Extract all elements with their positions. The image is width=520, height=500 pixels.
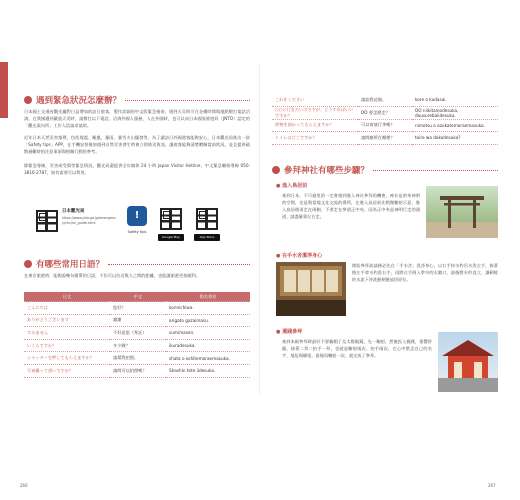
paragraph: 近年日本天然災害頻傳，包括地震、颱風、暴雨、暴雪火山爆發等，為了讓訪日外國遊客能夠安心，日本觀光局推出一款「Safety tips」APP，在手機安裝後如遇到自然災害發生時會立即推送資訊，讓遊客能夠清楚瞭解當前狀況，並且提供疏散避難時的注意事項與相關行動的參考。 xyxy=(24,135,250,154)
cell-chinese: 不好意思（拜託） xyxy=(110,327,166,340)
section-heading-emergency xyxy=(24,94,250,106)
section-title: 遇到緊急狀況怎麼辦？ xyxy=(36,96,122,106)
cell-chinese: 請問可以拍照嗎？ xyxy=(110,364,166,377)
phrase-table-continued xyxy=(272,94,498,145)
heading-rule xyxy=(108,264,250,265)
table-row xyxy=(272,94,498,106)
column-header: 中文 xyxy=(110,292,166,302)
phrase-table xyxy=(24,292,250,378)
app-name: Safety tips xyxy=(127,230,147,234)
shrine-photo xyxy=(438,332,498,392)
step-bullet-icon: ● xyxy=(276,253,283,259)
app-tile xyxy=(124,206,150,240)
column-header: 日文 xyxy=(24,292,110,302)
cell-romaji: Shashin tote iidesuka. xyxy=(166,364,250,377)
cell-japanese: ○○に行きたいのですが、どうすればいいですか？ xyxy=(272,106,358,119)
paragraph: 開始參拜前請務必先在「手水舍」洗淨身心，以右手持水杓舀水洗左手，接著換左手拿水杓洗右手，再將右手倒入掌中的水漱口，最後將水杓直立，讓剩餘的水流下沖洗握柄後放回原位。 xyxy=(352,263,498,282)
column-header: 假名發音 xyxy=(166,292,250,302)
qr-code-icon xyxy=(36,210,58,232)
cell-romaji: nimotsu o azukatemoraemasuka. xyxy=(412,119,498,132)
google-play-badge[interactable]: Google Play xyxy=(158,234,184,241)
section-heading-phrases xyxy=(24,258,250,270)
table-row xyxy=(24,364,250,377)
section-heading-shrine xyxy=(272,164,498,176)
cell-romaji: arigato gozaimasu. xyxy=(166,314,250,327)
cell-romaji: OO niikitainodesuka, dousurebaiidesuka. xyxy=(412,106,498,119)
app-store-badge[interactable]: App Store xyxy=(194,234,220,241)
table-row xyxy=(24,302,250,315)
cell-chinese: 請給我這個。 xyxy=(358,94,412,106)
cell-japanese: こんにちは xyxy=(24,302,110,315)
cell-romaji: sumimasen. xyxy=(166,327,250,340)
step-title: ● 遵踐參拜 xyxy=(276,329,303,335)
paragraph: 來到本殿參拜時最好不要戴帽子及太陽眼鏡，先一鞠躬，然後投入賽錢，搖響鈴鐺，接著二拜二拍手一拜，也就是鞠躬兩次、拍手兩次，在心中默念自己的名字、地址與願望，最後再鞠躬一次，就完成了參拜。 xyxy=(282,339,432,358)
chapter-tab xyxy=(0,62,8,118)
shrine-building-icon xyxy=(438,332,498,392)
heading-rule xyxy=(125,100,250,101)
step-bullet-icon: ● xyxy=(276,329,283,335)
cell-chinese: 請問廁所在哪裡？ xyxy=(358,132,412,145)
cell-japanese: すみません xyxy=(24,327,110,340)
step-title: ● 進入鳥居前 xyxy=(276,183,308,189)
paragraph: 除緊急專線，災害或受傷等緊急情況，觀光局還提供全年無休 24 小時 Japan Visitor Hotline，中文緊急聯絡專線 050-3816-2787，如有需要可以利用。 xyxy=(24,163,250,175)
step-bullet-icon: ● xyxy=(276,183,283,189)
paragraph: 日本國土交通省觀光廳對日益增加的訪日旅客，製作詳細的中文版緊急指南，遇到天災時可在各種時間與地點撥打電話洽詢，在我國遭到嚴重天災時，請撥打以下電話，洽詢外國人服務，人在外國時，也可以向日本國家旅遊局（JNTO）認定的「觀光案內所」工作人員請求協助。 xyxy=(24,109,250,128)
cell-romaji: shata o oshitemoraemasuka. xyxy=(166,352,250,365)
table-header-row xyxy=(24,292,250,302)
table-row xyxy=(24,327,250,340)
agency-url[interactable]: https://www.jnto.go.jp/emergency/chc/mi_guide.html xyxy=(62,216,116,225)
section-title: 有哪些常用日語？ xyxy=(36,260,105,270)
qr-code-icon xyxy=(196,208,218,230)
cell-chinese: 謝謝 xyxy=(110,314,166,327)
torii-photo xyxy=(426,186,498,238)
section-title: 參拜神社有哪些步驟？ xyxy=(284,166,370,176)
cell-japanese: ありがとうございます xyxy=(24,314,110,327)
agency-info-box xyxy=(36,208,122,238)
cell-chinese: 請幫我拍照。 xyxy=(110,352,166,365)
right-page xyxy=(272,68,512,400)
cell-romaji: ikuradesuka. xyxy=(166,339,250,352)
cell-romaji: kore o kudasai. xyxy=(412,94,498,106)
cell-chinese: OO 要怎麼走？ xyxy=(358,106,412,119)
cell-japanese: これをください xyxy=(272,94,358,106)
paragraph: 在東京旅遊時，能夠說幾句簡單的日語，不但可以拉近與人之間的距離，也能讓旅遊更加順利。 xyxy=(24,273,200,278)
heading-rule xyxy=(373,170,498,171)
page-number: 267 xyxy=(488,483,496,488)
table-row xyxy=(272,119,498,132)
table-row xyxy=(272,106,498,119)
safety-tips-app-icon: ! xyxy=(127,206,147,226)
step-title: ● 在手水舍潔淨身心 xyxy=(276,253,323,259)
cell-japanese: 荷物を預かってもらえますか？ xyxy=(272,119,358,132)
paragraph: 來到日本，不可避免的一定會遇到進入神社參拜的機會，神社是供奉神明的空間，也是與當地文化交流的場所，在進入鳥居前先稍微鞠躬示意，進入鳥居後須走在兩側，不要走在參道正中央，因為正中央是神明行走的通道，請盡量靠左右走。 xyxy=(282,193,420,219)
torii-icon xyxy=(426,186,498,238)
page-number: 266 xyxy=(20,483,28,488)
cell-romaji: konnichiwa. xyxy=(166,302,250,315)
cell-chinese: 您好？ xyxy=(110,302,166,315)
cell-japanese: 写真撮って頂いですか？ xyxy=(24,364,110,377)
cell-japanese: いくらですか？ xyxy=(24,339,110,352)
cell-japanese: シャッターを押してもらえますか？ xyxy=(24,352,110,365)
heading-bullet-icon xyxy=(272,166,280,174)
heading-bullet-icon xyxy=(24,260,32,268)
table-row xyxy=(272,132,498,145)
agency-name: 日本觀光局 xyxy=(62,209,85,214)
table-row xyxy=(24,339,250,352)
cell-romaji: toire wa dokodesuka? xyxy=(412,132,498,145)
qr-code-icon xyxy=(160,208,182,230)
cell-chinese: 多少錢？ xyxy=(110,339,166,352)
table-row xyxy=(24,314,250,327)
table-row xyxy=(24,352,250,365)
wooden-plaques-icon xyxy=(276,262,346,316)
left-page xyxy=(20,68,260,400)
heading-bullet-icon xyxy=(24,96,32,104)
chozuya-photo xyxy=(276,262,346,316)
cell-japanese: トイレはどこですか？ xyxy=(272,132,358,145)
cell-chinese: 可以寄放行李嗎？ xyxy=(358,119,412,132)
